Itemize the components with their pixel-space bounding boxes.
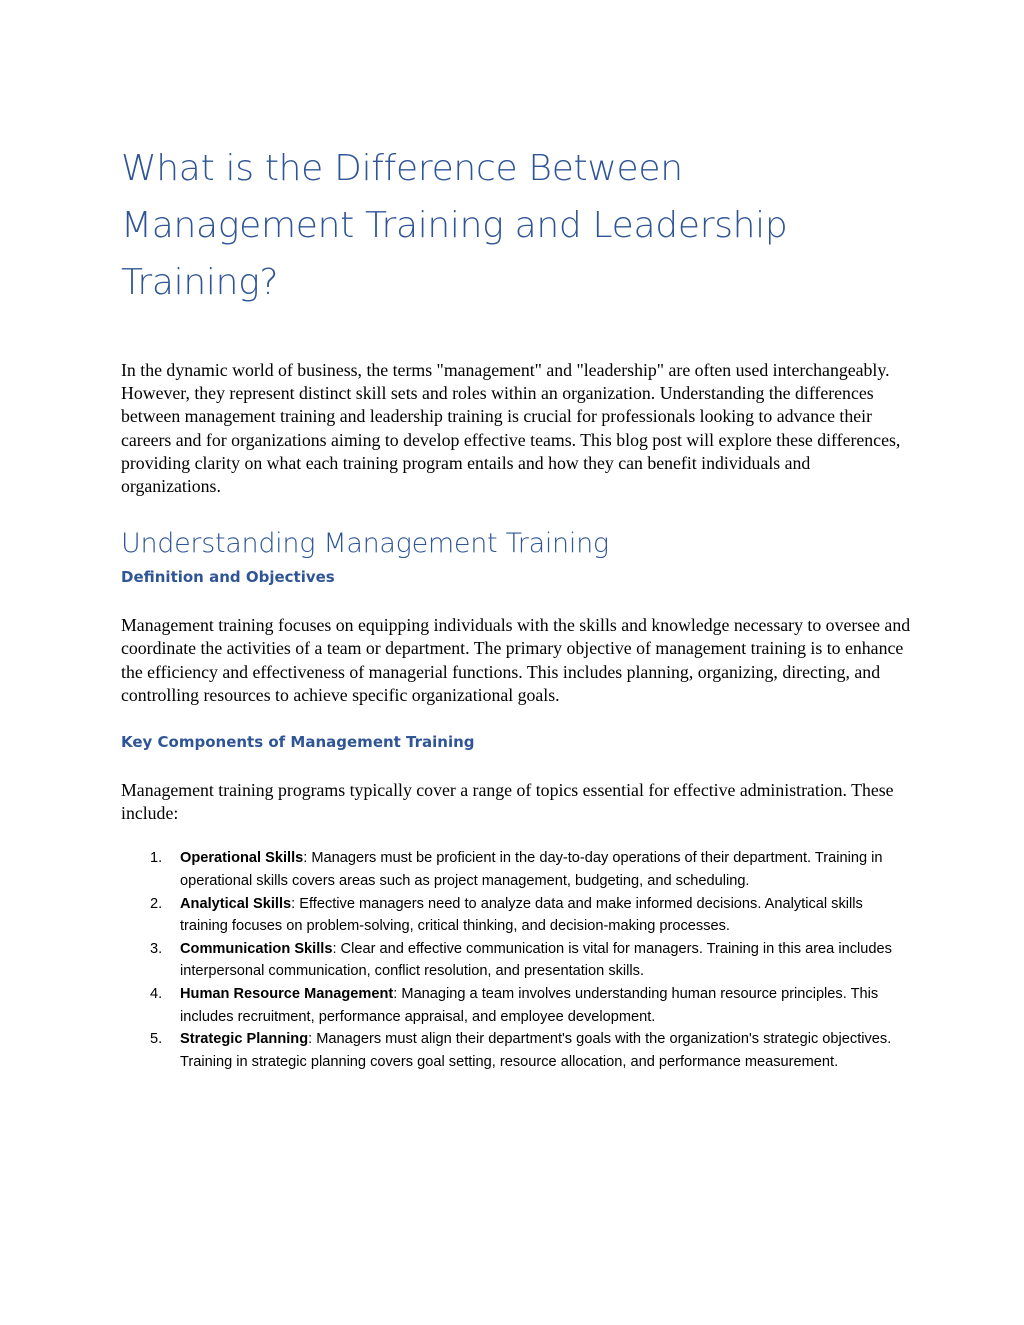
section-heading: Understanding Management Training: [121, 528, 609, 560]
list-item-term: Analytical Skills: [180, 895, 292, 912]
list-item-text: : Effective managers need to analyze data and make informed decisions. Analytical skills training focuses on problem-solving, critical thinking, and decision-making processes.: [180, 895, 863, 935]
document-title: What is the Difference Between Management Training and Leadership Training?: [121, 148, 788, 303]
list-item: [121, 938, 911, 983]
list-item-text: : Clear and effective communication is vital for managers. Training in this area includes interpersonal communication, conflict resolution, and presentation skills.: [180, 940, 892, 980]
list-item-number: 1.: [150, 850, 163, 867]
section-subheading: Definition and Objectives: [121, 568, 335, 587]
list-item: [121, 983, 911, 1028]
list-item-number: 2.: [150, 895, 163, 912]
document-content: [121, 140, 911, 1073]
intro-paragraph: In the dynamic world of business, the terms "management" and "leadership" are often used interchangeably. However, they represent distinct skill sets and roles within an organization. Understanding the differences between management training and leadership training is crucial for professionals looking to advance their careers and for organizations aiming to develop effective teams. This blog post will explore these differences, providing clarity on what each training program entails and how they can benefit individuals and organizations.: [121, 360, 901, 497]
list-item: [121, 1028, 911, 1073]
key-components-subheading: Key Components of Management Training: [121, 733, 475, 752]
list-item: [121, 893, 911, 938]
list-item-text: : Managers must align their department's goals with the organization's strategic objectives. Training in strategic planning covers goal setting, resource allocation, and performance measurement.: [180, 1031, 892, 1070]
list-item-number: 5.: [150, 1031, 163, 1048]
list-item-term: Operational Skills: [180, 850, 304, 867]
list-item-number: 4.: [150, 986, 163, 1002]
list-item: [121, 847, 911, 892]
list-item-term: Human Resource Management: [180, 986, 394, 1002]
list-item-text: : Managing a team involves understanding human resource principles. This includes recruitment, performance appraisal, and employee development.: [180, 986, 879, 1025]
list-item-term: Communication Skills: [180, 940, 333, 957]
definition-paragraph: Management training focuses on equipping individuals with the skills and knowledge necessary to oversee and coordinate the activities of a team or department. The primary objective of management training is to enhance the efficiency and effectiveness of managerial functions. This includes planning, organizing, directing, and controlling resources to achieve specific organizational goals.: [121, 615, 911, 705]
list-item-text: : Managers must be proficient in the day-to-day operations of their department. Training in operational skills covers areas such as project management, budgeting, and scheduling.: [180, 850, 883, 890]
key-components-paragraph: Management training programs typically cover a range of topics essential for effective administration. These include:: [121, 780, 894, 824]
list-item-term: Strategic Planning: [180, 1031, 309, 1048]
list-item-number: 3.: [150, 940, 163, 957]
components-list: [121, 847, 911, 1073]
